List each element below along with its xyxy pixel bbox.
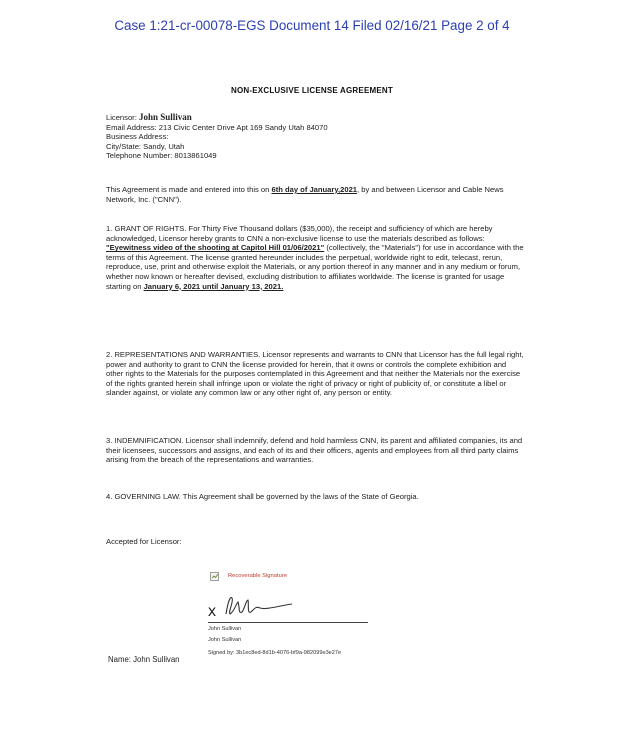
grant-text-b: (collectively, the "Materials") for use in accordance with the terms of this Agreement. The license granted hereunder includes the perpetual, worldwide right to edit, telecast, rerun, reproduce, use, print and otherwise exploit the Materials, or any portion thereof in any manner and in any medium or forum, whether now known or hereafter devised, excluding distribution to affiliates worldwide. The license is granted for usage starting on — [106, 243, 524, 291]
intro-text-b: , by and between Licensor and Cable News Network, Inc. ("CNN"). — [106, 185, 504, 204]
licensor-block — [106, 113, 524, 161]
section-indemnification — [106, 436, 524, 465]
signer-name-2: John Sullivan — [208, 637, 242, 643]
grant-text-a: 1. GRANT OF RIGHTS. For Thirty Five Thousand dollars ($35,000), the receipt and sufficiency of which are hereby acknowledged, Licensor hereby grants to CNN a non-exclusive license to use the materials described as follows: — [106, 224, 493, 243]
licensor-business: Business Address: — [106, 132, 169, 142]
case-header: Case 1:21-cr-00078-EGS Document 14 Filed 02/16/21 Page 2 of 4 — [114, 18, 510, 33]
licensor-email: Email Address: 213 Civic Center Drive Apt 169 Sandy Utah 84070 — [106, 122, 328, 132]
intro-paragraph — [106, 185, 524, 204]
section-grant-of-rights — [106, 224, 524, 291]
licensor-city: City/State: Sandy, Utah — [106, 141, 185, 151]
intro-text-a: This Agreement is made and entered into this on — [106, 185, 272, 194]
licensor-label: Licensor: — [106, 113, 139, 122]
licensor-name: John Sullivan — [138, 112, 192, 122]
indemnification-text: 3. INDEMNIFICATION. Licensor shall indemnify, defend and hold harmless CNN, its parent and affiliated companies, its and their licensees, successors and assigns, and each of its and their officers, agents and employees from all third party claims arising from the breach of the representations and warranties. — [106, 436, 523, 465]
licensor-phone: Telephone Number: 8013861049 — [106, 151, 217, 161]
signer-name-1: John Sullivan — [208, 626, 242, 632]
name-field: Name: John Sullivan — [108, 655, 180, 664]
recoverable-signature-label: Recoverable Signature — [228, 573, 287, 579]
section-governing-law — [106, 492, 524, 502]
section-representations — [106, 350, 524, 398]
handwritten-signature — [220, 592, 300, 622]
signature-line — [208, 622, 368, 623]
representations-text: 2. REPRESENTATIONS AND WARRANTIES. Licensor represents and warrants to CNN that Licensor has the full legal right, power and authority to grant to CNN the license provided for herein, that it owns or controls the complete exhibition and other rights to the Materials for the purposes contemplated in this Agreement and that neither the Materials nor the exercise of the rights granted herein shall infringe upon or violate the right of privacy or right of publicity of, or constitute a libel or slander against, or violate any common law or any other right of, any person or entity. — [106, 350, 524, 398]
video-description: "Eyewitness video of the shooting at Capitol Hill 01/06/2021" — [106, 243, 325, 253]
signature-icon — [210, 572, 220, 582]
governing-law-text: 4. GOVERNING LAW. This Agreement shall be governed by the laws of the State of Georgia. — [106, 492, 419, 501]
accepted-label: Accepted for Licensor: — [106, 537, 182, 546]
signature-x: x — [208, 603, 216, 620]
license-dates: January 6, 2021 until January 13, 2021. — [143, 281, 284, 291]
agreement-date: 6th day of January,2021 — [271, 185, 358, 194]
agreement-title: NON-EXCLUSIVE LICENSE AGREEMENT — [231, 86, 393, 95]
signature-id: Signed by: 3b1ec8ed-8d1b-4076-bf9a-982099e3e27e — [208, 650, 342, 656]
